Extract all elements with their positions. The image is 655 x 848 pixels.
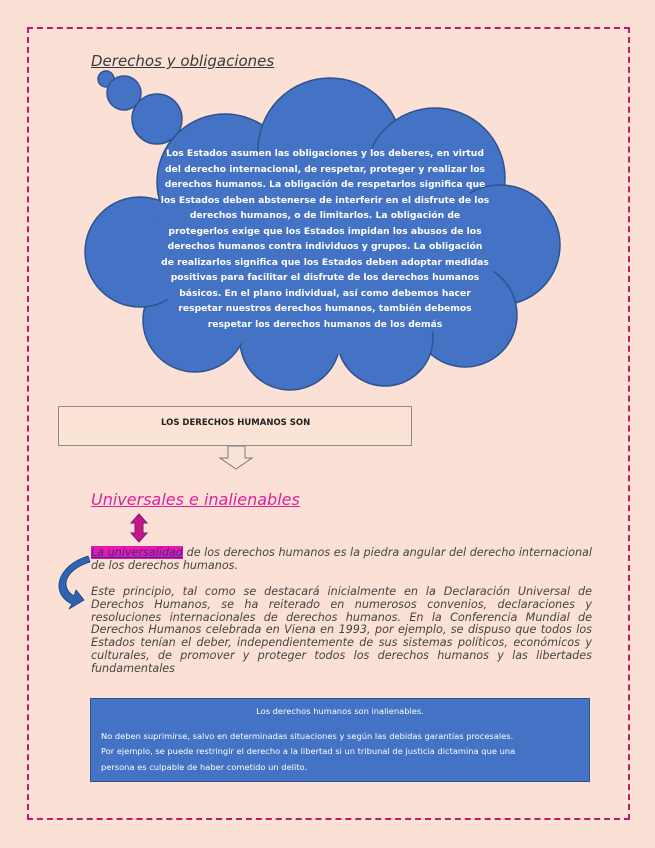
- up-down-arrow-icon: [131, 514, 147, 542]
- paragraph-universality: [91, 547, 592, 573]
- info-box-line-2: Por ejemplo, se puede restringir el derecho a la libertad si un tribunal de justicia dictamina que una: [101, 746, 516, 756]
- thought-bubbles: [98, 71, 182, 144]
- info-box: [90, 698, 590, 782]
- heading-box-label: LOS DERECHOS HUMANOS SON: [161, 418, 311, 428]
- heading-box: [58, 406, 412, 446]
- page-title: Derechos y obligaciones: [91, 52, 275, 70]
- paragraph-universality-text: de los derechos humanos es la piedra angular del derecho internacional de los derechos humanos.: [91, 546, 592, 572]
- curved-arrow-icon: [59, 556, 90, 609]
- section-title: Universales e inalienables: [91, 490, 300, 509]
- cloud-text: Los Estados asumen las obligaciones y los deberes, en virtud del derecho internacional, de respetar, proteger y realizar los derechos humanos. La obligación de respetarlos significa que los Estados deben abstenerse de interferir en el disfrute de los derechos humanos, o de limitarlos. La obligación de protegerlos exige que los Estados impidan los abusos de los derechos humanos contra individuos y grupos. La obligación de realizarlos significa que los Estados deben adoptar medidas positivas para facilitar el disfrute de los derechos humanos básicos. En el plano individual, así como debemos hacer respetar nuestros derechos humanos, también debemos respetar los derechos humanos de los demás: [160, 148, 490, 330]
- info-box-line-3: persona es culpable de haber cometido un delito.: [101, 762, 308, 772]
- info-box-line-1: No deben suprimirse, salvo en determinadas situaciones y según las debidas garantías procesales.: [101, 731, 514, 741]
- highlighted-term: La universalidad: [91, 546, 184, 559]
- down-arrow-icon: [220, 446, 252, 469]
- paragraph-principle: Este principio, tal como se destacará inicialmente en la Declaración Universal de Derechos Humanos, se ha reiterado en numerosos convenios, declaraciones y resoluciones internacionales de derechos humanos. En la Conferencia Mundial de Derechos Humanos celebrada en Viena en 1993, por ejemplo, se dispuso que todos los Estados tenían el deber, independientemente de sus sistemas políticos, económicos y culturales, de promover y proteger todos los derechos humanos y las libertades fundamentales: [91, 585, 592, 675]
- info-box-title: Los derechos humanos son inalienables.: [256, 706, 424, 716]
